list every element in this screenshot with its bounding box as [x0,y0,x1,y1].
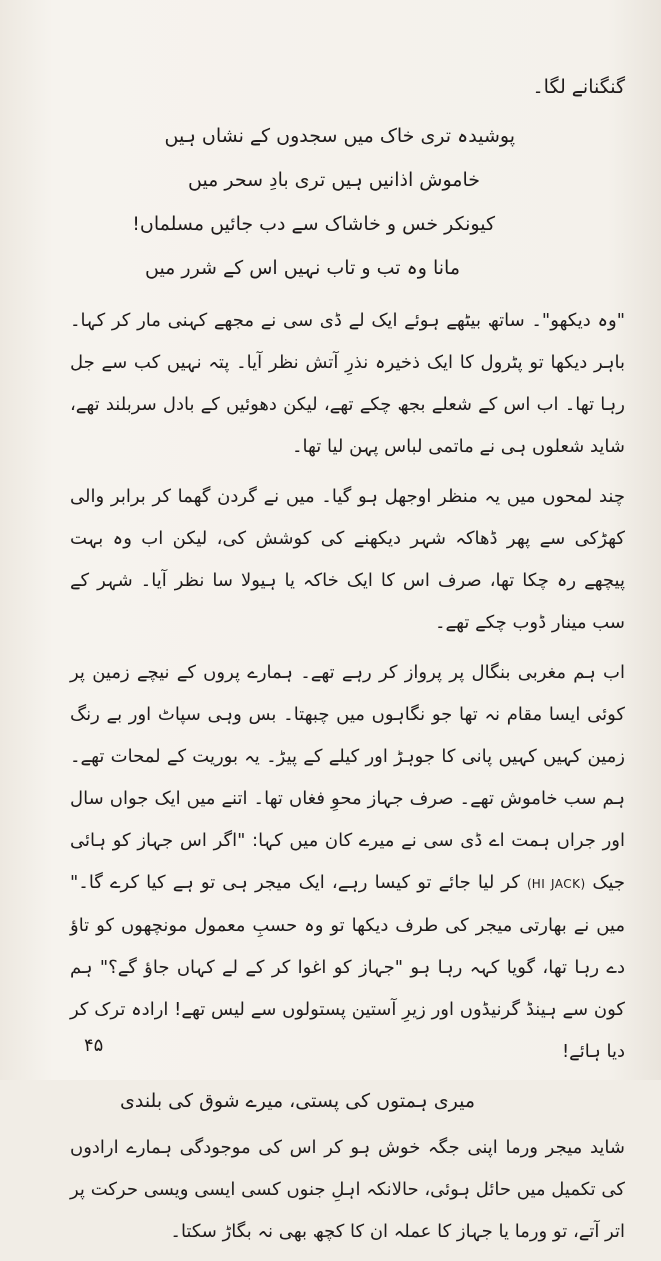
poem-verse: خاموش اذانیں ہیں تری بادِ سحر میں [187,169,480,191]
poem-stanza [70,114,625,290]
poem-verse: مانا وہ تب و تاب نہیں اس کے شرر میں [144,257,460,279]
hijack-term: (HI JACK) [527,877,586,891]
page-text [70,72,625,1261]
poem-verse: کیونکر خس و خاشاک سے دب جائیں مسلماں! [132,213,495,235]
paragraph-3-part-2: کر لیا جائے تو کیسا رہے، ایک میجر ہی تو ہے کیا کرے گا۔" میں نے بھارتی میجر کی طرف دیکھا تو وہ حسبِ معمول مونچھوں کو تاؤ دے رہا تھا، گویا کہہ رہا ہو "جہاز کو اغوا کر کے لے کہاں جاؤ گے؟" ہم کون سے ہینڈ گرنیڈوں اور زیرِ آستین پستولوں سے لیس تھے! ارادہ ترک کر دیا ہائے! [70,872,625,1062]
paragraph-1: "وہ دیکھو"۔ ساتھ بیٹھے ہوئے ایک لے ڈی سی نے مجھے کہنی مار کر کہا۔ باہر دیکھا تو پٹرول کا ایک ذخیرہ نذرِ آتش نظر آیا۔ پتہ نہیں کب سے جل رہا تھا۔ اب اس کے شعلے بجھ چکے تھے، لیکن دھوئیں کے بادل سربلند تھے، شاید شعلوں ہی نے ماتمی لباس پہن لیا تھا۔ [70,310,625,457]
paragraph-2: چند لمحوں میں یہ منظر اوجھل ہو گیا۔ میں نے گردن گھما کر برابر والی کھڑکی سے پھر ڈھاکہ شہر دیکھنے کی کوشش کی، لیکن اب وہ بہت پیچھے رہ چکا تھا، صرف اس کا ایک خاکہ یا ہیولا سا نظر آیا۔ شہر کے سب مینار ڈوب چکے تھے۔ [70,486,625,633]
paragraph-3-part-1: اب ہم مغربی بنگال پر پرواز کر رہے تھے۔ ہمارے پروں کے نیچے زمین پر کوئی ایسا مقام نہ تھا جو نگاہوں میں چبھتا۔ بس وہی سپاٹ اور بے رنگ زمین کہیں کہیں پانی کا جوہڑ اور کیلے کے پیڑ۔ یہ بوریت کے لمحات تھے۔ ہم سب خاموش تھے۔ صرف جہاز محوِ فغاں تھا۔ اتنے میں ایک جواں سال اور جراں ہمت اے ڈی سی نے میرے کان میں کہا: "اگر اس جہاز کو ہائی جیک [70,662,625,893]
paragraph-4: شاید میجر ورما اپنی جگہ خوش ہو کر اس کی موجودگی ہمارے ارادوں کی تکمیل میں حائل ہوئی، حالانکہ اہلِ جنوں کسی ایسی ویسی حرکت پر اتر آتے، تو ورما یا جہاز کا عملہ ان کا کچھ بھی نہ بگاڑ سکتا۔ [70,1137,625,1242]
intro-line: گنگنانے لگا۔ [532,76,625,98]
paragraph-3 [70,652,625,1073]
couplet-line: میری ہمتوں کی پستی، میرے شوق کی بلندی [119,1090,475,1112]
page-number: ۴۵ [84,1035,104,1056]
poem-verse: پوشیدہ تری خاک میں سجدوں کے نشاں ہیں [164,125,515,147]
